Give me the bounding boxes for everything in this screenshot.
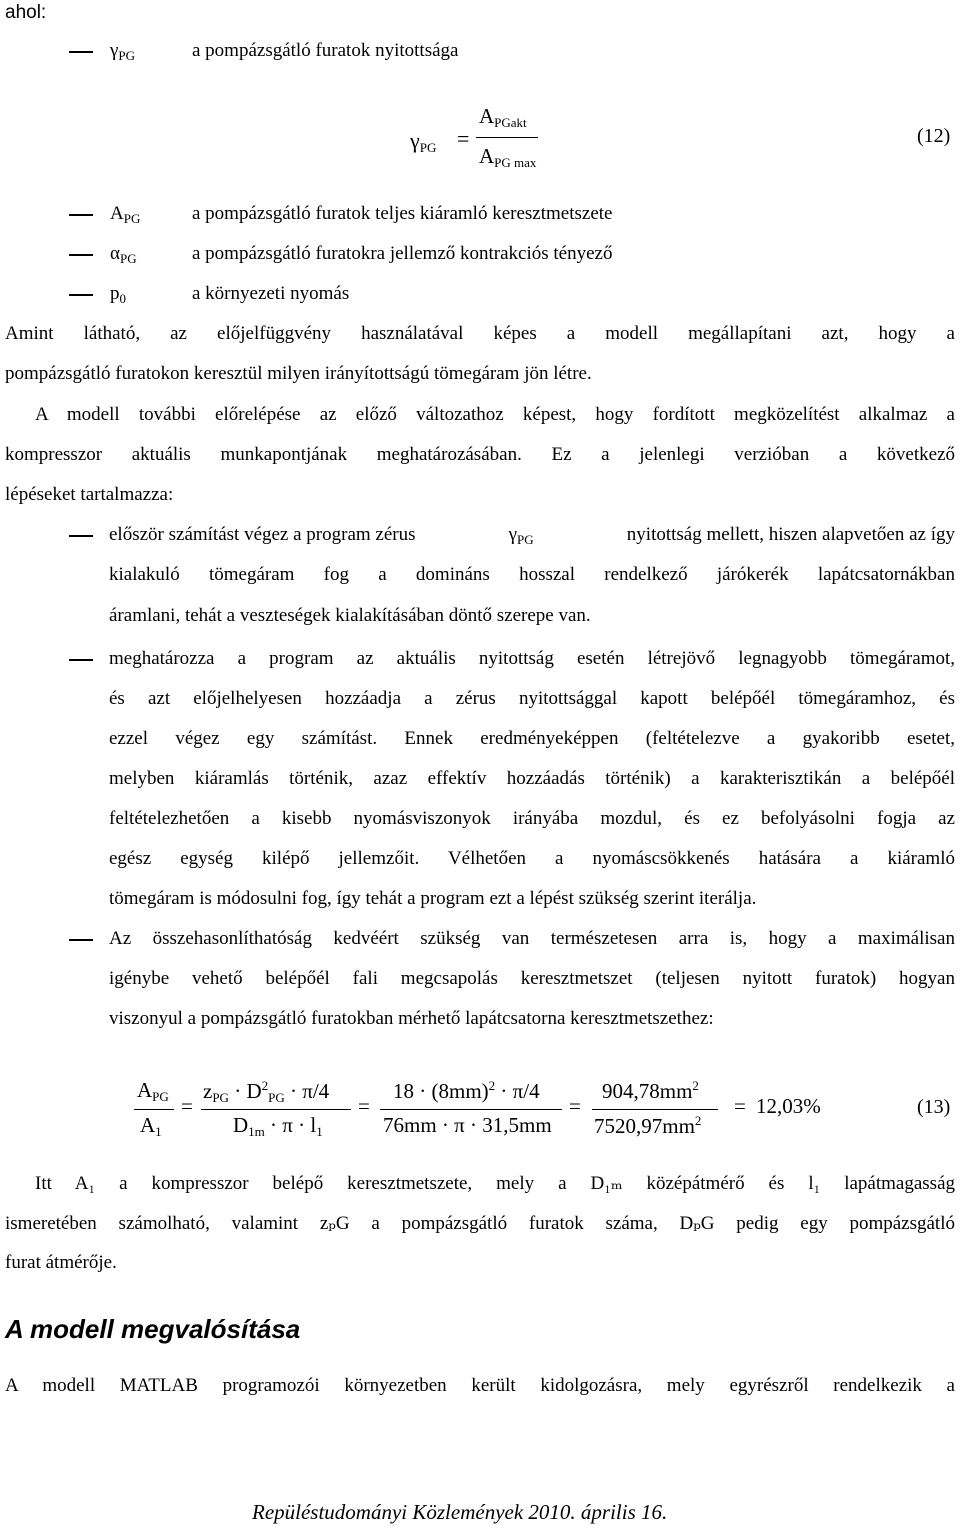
eq13-f1-numerator: $A_{PG}$ [137, 1078, 169, 1104]
bullet-dash [69, 659, 93, 661]
eq13-equals-4: = [734, 1094, 746, 1118]
bullet-1-line: először számítást végez a program zérus $\gamma_{PG}$ nyitottság mellett, hiszen alapvetően az így [109, 524, 955, 547]
eq13-f2-denominator: $D_{1m} \cdot \pi \cdot l_1$ [233, 1113, 323, 1139]
paragraph-3-line: Itt A₁ a kompresszor belépő keresztmetszete, mely a D₁ₘ középátmérő és l₁ lapátmagasság [35, 1173, 955, 1194]
eq13-f4-numerator: $904,78mm^2$ [602, 1078, 699, 1103]
eq13-f1-bar [134, 1109, 174, 1110]
bullet-2-line: egész egység kilépő jellemzőit. Vélhetően a nyomáscsökkenés hatására a kiáramló [109, 848, 955, 869]
eq12-numerator: $A_{PGakt}$ [479, 104, 527, 130]
symbol: $\gamma_{PG}$ [110, 40, 136, 63]
eq12-equals: = [457, 126, 470, 151]
symbol-description: a pompázsgátló furatok teljes kiáramló keresztmetszete [192, 203, 613, 224]
bullet-3-line: viszonyul a pompázsgátló furatokban mérhető lapátcsatorna keresztmetszethez: [109, 1008, 714, 1029]
symbol-description: a környezeti nyomás [192, 283, 350, 304]
symbol-description: a pompázsgátló furatok nyitottsága [192, 40, 459, 61]
eq12-lhs: $\gamma_{PG}$ [410, 128, 437, 155]
intro-text: ahol: [5, 2, 47, 23]
eq13-equals-2: = [358, 1094, 370, 1118]
symbol: $p_0$ [110, 283, 126, 306]
eq13-f1-denominator: $A_1$ [140, 1113, 162, 1139]
bullet-2-line: melyben kiáramlás történik, azaz effektív hozzáadás történik) a karakterisztikán a belépőél [109, 768, 955, 789]
eq13-number: (13) [917, 1096, 951, 1118]
eq13-f2-bar [201, 1109, 351, 1110]
eq13-result: 12,03% [756, 1094, 821, 1118]
eq12-number: (12) [917, 125, 951, 147]
bullet-1-line: áramlani, tehát a veszteségek kialakításában döntő szerepe van. [109, 605, 591, 626]
bullet-dash [69, 254, 93, 256]
bullet-dash [69, 294, 93, 296]
paragraph-4-line: A modell MATLAB programozói környezetben került kidolgozásra, mely egyrészről rendelkezik a [5, 1375, 955, 1396]
bullet-3-line: igénybe vehető belépőél fali megcsapolás keresztmetszet (teljesen nyitott furatok) hogyan [109, 968, 955, 989]
eq13-f2-numerator: $z_{PG} \cdot D^2_{PG} \cdot \pi/4$ [203, 1078, 330, 1105]
bullet-2-line: és azt előjelhelyesen hozzáadja a zérus nyitottsággal kapott belépőél tömegáramhoz, és [109, 688, 955, 709]
paragraph-3-line: ismeretében számolható, valamint zₚG a pompázsgátló furatok száma, DₚG pedig egy pompázsgátló [5, 1213, 955, 1234]
bullet-dash [69, 51, 93, 53]
symbol: $\alpha_{PG}$ [110, 243, 137, 266]
page-footer: Repüléstudományi Közlemények 2010. április 16. [252, 1500, 668, 1524]
symbol-description: a pompázsgátló furatokra jellemző kontrakciós tényező [192, 243, 613, 264]
paragraph-1-line: pompázsgátló furatokon keresztül milyen irányítottságú tömegáram jön létre. [5, 363, 592, 384]
symbol-row-apg [0, 203, 960, 233]
eq13-f3-bar [380, 1109, 562, 1110]
bullet-dash [69, 214, 93, 216]
paragraph-2-line: lépéseket tartalmazza: [5, 484, 174, 505]
eq13-f3-denominator: 76mm · π · 31,5mm [383, 1113, 552, 1137]
eq13-equals-3: = [569, 1094, 581, 1118]
paragraph-3-line: furat átmérője. [5, 1252, 117, 1273]
bullet-1-line: kialakuló tömegáram fog a domináns hosszal rendelkező járókerék lapátcsatornákban [109, 564, 955, 585]
bullet-2-line: tömegáram is módosulni fog, így tehát a program ezt a lépést szükség szerint iterálja. [109, 888, 757, 909]
bullet-2-line: ezzel végez egy számítást. Ennek eredményeképpen (feltételezve a gyakoribb esetet, [109, 728, 955, 749]
symbol-row-p0 [0, 283, 960, 313]
bullet-dash [69, 939, 93, 941]
eq13-f4-denominator: $7520,97mm^2$ [594, 1113, 702, 1138]
eq13-equals-1: = [181, 1094, 193, 1118]
eq12-fraction-bar [476, 137, 538, 138]
bullet-dash [69, 535, 93, 537]
symbol: $A_{PG}$ [110, 203, 141, 226]
eq12-denominator: $A_{PG max}$ [479, 144, 537, 170]
bullet-2-line: feltételezhetően a kisebb nyomásviszonyok irányába mozdul, és ez befolyásolni fogja az [109, 808, 955, 829]
eq13-f3-numerator: $18 \cdot (8mm)^2 \cdot \pi/4$ [393, 1078, 540, 1103]
symbol-row-gamma [0, 40, 960, 70]
paragraph-2-line: A modell további előrelépése az előző változathoz képest, hogy fordított megközelítést alkalmaz a [35, 404, 955, 425]
paragraph-1-line: Amint látható, az előjelfüggvény használatával képes a modell megállapítani azt, hogy a [5, 323, 955, 344]
bullet-2-line: meghatározza a program az aktuális nyitottság esetén létrejövő legnagyobb tömegáramot, [109, 648, 955, 669]
paragraph-2-line: kompresszor aktuális munkapontjának meghatározásában. Ez a jelenlegi verzióban a következő [5, 444, 955, 465]
section-title: A modell megvalósítása [5, 1314, 301, 1344]
eq13-f4-bar [592, 1109, 718, 1110]
symbol-row-alpha [0, 243, 960, 273]
bullet-3-line: Az összehasonlíthatóság kedvéért szükség van természetesen arra is, hogy a maximálisan [109, 928, 955, 949]
